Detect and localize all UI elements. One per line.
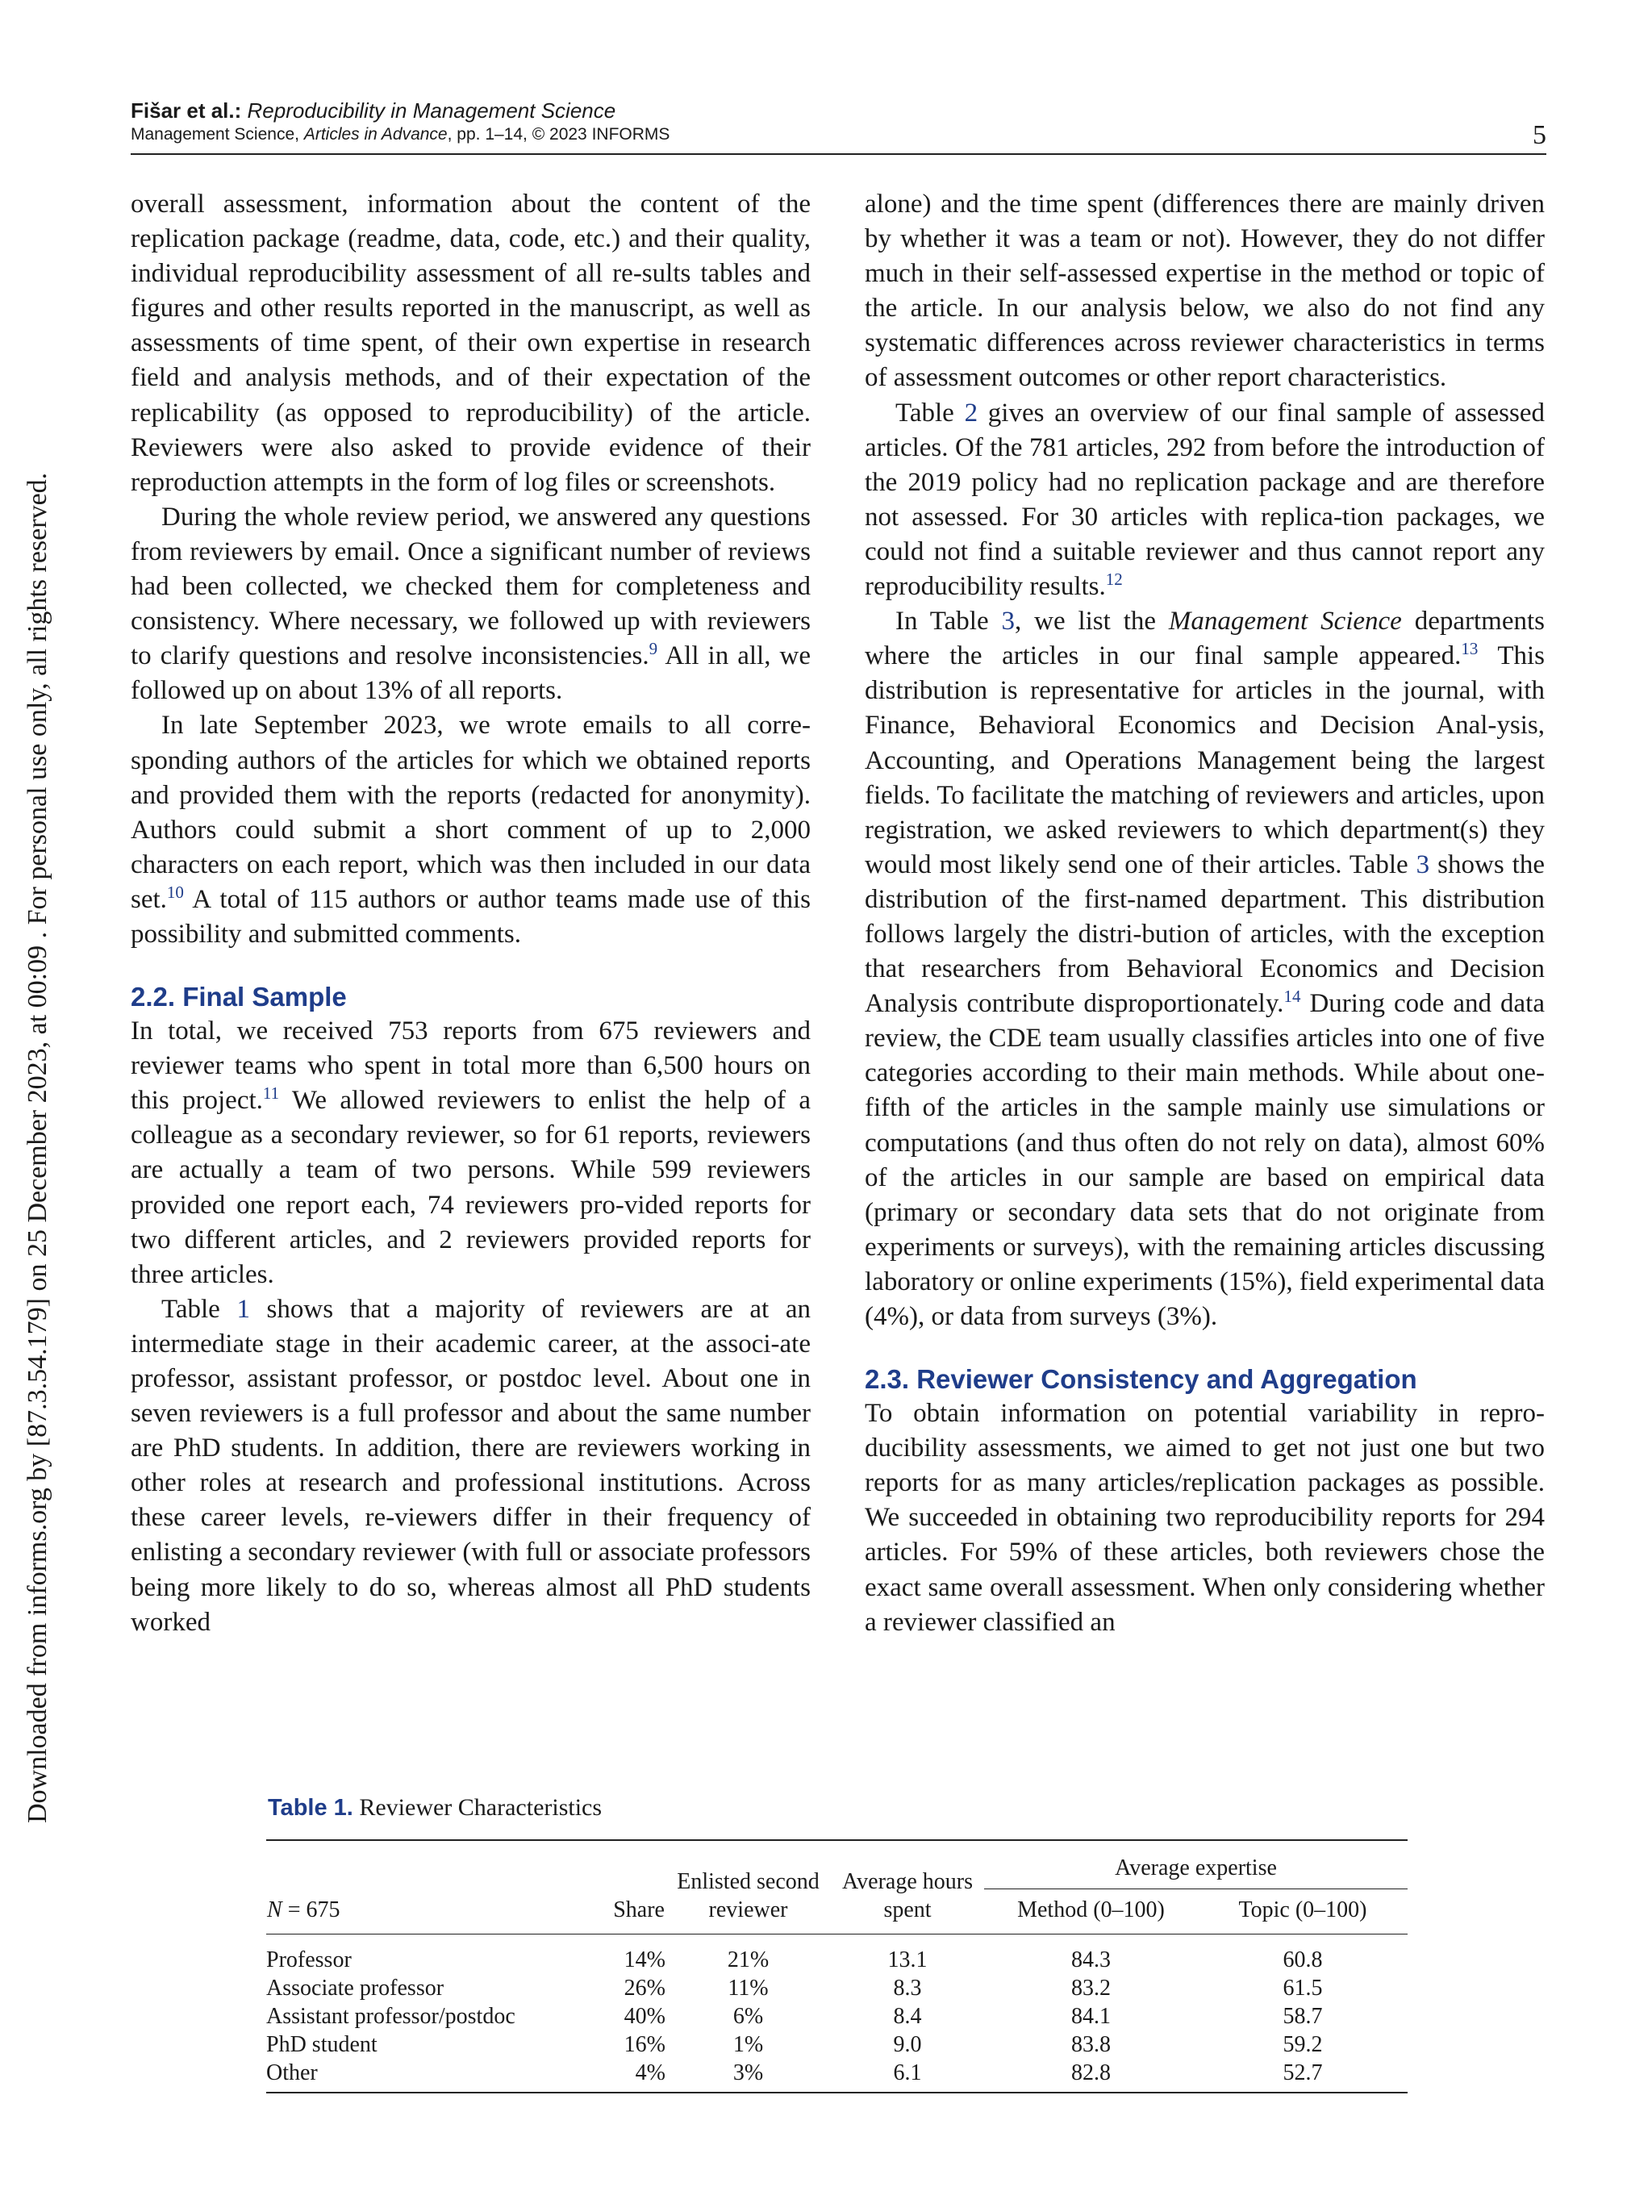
table-ref-link[interactable]: 2 <box>964 398 978 428</box>
cell-enlisted: 6% <box>732 2004 764 2029</box>
left-column <box>131 187 811 1640</box>
paragraph <box>865 396 1545 605</box>
paragraph-text: To obtain information on potential variability in repro-ducibility assessments, we aimed to get not just one but two reports for as many articles/replication packages as possible. We succeeded in obtaining two reproducibility reports for 294 articles. For 59% of these articles, both reviewers chose the exact same overall assessment. When only considering whether a reviewer classified an <box>865 1399 1545 1637</box>
cell-share: 40% <box>624 2004 665 2029</box>
paragraph <box>131 708 811 952</box>
cell-share: 4% <box>585 2059 665 2093</box>
paragraph <box>131 500 811 709</box>
paragraph-text: We allowed reviewers to enlist the help of a colleague as a secondary reviewer, so for 61 reports, reviewers are actually a team of two persons. While 599 reviewers provided one report each, 74 reviewers pro-vided reports for two different articles, and 2 reviewers provided reports for three articles. <box>131 1086 811 1289</box>
paragraph-text: During the whole review period, we answered any questions from reviewers by email. Once a significant number of reviews had been collected, we checked them for completeness and consistency. Where necessary, we followed up with reviewers to clarify questions and resolve inconsistencies. <box>131 502 811 671</box>
cell-method: 83.2 <box>1071 1976 1111 2001</box>
cell-method: 84.1 <box>1071 2004 1111 2029</box>
cell-enlisted: 3% <box>665 2059 831 2093</box>
cell-group: PhD student <box>266 2032 378 2057</box>
col-header-topic: Topic (0–100) <box>1198 1889 1408 1934</box>
n-value: = 675 <box>282 1897 340 1922</box>
paragraph <box>865 187 1545 396</box>
header-journal-series: Articles in Advance <box>303 125 448 144</box>
paragraph-text: In late September 2023, we wrote emails to all corre-sponding authors of the articles for which we obtained reports and provided them with the reports (redacted for anonymity). Authors could submit a short comment of up to 2,000 characters on each report, which was then included in our data set. <box>131 711 811 914</box>
header-line-1 <box>131 98 1546 123</box>
table-ref-link[interactable]: 1 <box>236 1294 250 1324</box>
cell-topic: 58.7 <box>1283 2004 1323 2029</box>
footnote-ref[interactable]: 13 <box>1461 639 1479 659</box>
paragraph-text: This distribution is representative for articles in the journal, with Finance, Behavioral Economics and Decision Anal-ysis, Accounting, and Operations Management being the largest fields. To facilitate the matching of reviewers and articles, upon registration, we asked reviewers to which department(s) they would most likely send one of their articles. Table <box>865 641 1545 879</box>
cell-share: 16% <box>624 2032 665 2057</box>
journal-name: Management Science <box>1168 607 1402 636</box>
paragraph-text: All in all, we followed up on about 13% of all reports. <box>131 641 811 706</box>
paragraph-text: alone) and the time spent (differences there are mainly driven by whether it was a team or not). However, they do not differ much in their self-assessed expertise in the method or topic of the article. In our analysis below, we also do not find any systematic differences across reviewer characteristics in terms of assessment outcomes or other report characteristics. <box>865 190 1545 393</box>
cell-topic: 61.5 <box>1283 1976 1323 2001</box>
running-header <box>131 98 1546 150</box>
cell-topic: 59.2 <box>1283 2032 1323 2057</box>
col-header-enlisted: Enlisted second reviewer <box>665 1840 831 1934</box>
table-ref-link[interactable]: 3 <box>1416 849 1430 879</box>
table-caption <box>268 1794 602 1822</box>
col-header-method: Method (0–100) <box>984 1889 1198 1934</box>
cell-hours: 6.1 <box>831 2059 984 2093</box>
cell-hours: 8.3 <box>893 1976 922 2001</box>
cell-hours: 8.4 <box>893 2004 922 2029</box>
paragraph-text: departments where the articles in our final sample appeared. <box>865 607 1545 671</box>
n-header <box>266 1840 585 1934</box>
header-line-2 <box>131 123 1546 146</box>
cell-hours: 13.1 <box>887 1947 928 1972</box>
cell-enlisted: 11% <box>728 1976 769 2001</box>
paragraph-text: gives an overview of our final sample of assessed articles. Of the 781 articles, 292 from before the introduction of the 2019 policy had no replication package and are therefore not assessed. For 30 articles with replica-tion packages, we could not find a suitable reviewer and thus cannot report any reproducibility results. <box>865 398 1545 602</box>
col-header-share: Share <box>585 1840 665 1934</box>
header-title: Reproducibility in Management Science <box>247 98 616 123</box>
cell-method: 84.3 <box>1071 1947 1111 1972</box>
section-heading: 2.3. Reviewer Consistency and Aggregation <box>865 1364 1417 1395</box>
paragraph-text: A total of 115 authors or author teams made use of this possibility and submitted comments. <box>131 884 811 949</box>
reviewer-characteristics-table <box>266 1839 1408 2093</box>
table-ref-link[interactable]: 3 <box>1001 607 1015 636</box>
footnote-ref[interactable]: 11 <box>262 1083 280 1104</box>
header-journal-pages: , pp. 1–14, © 2023 INFORMS <box>447 125 670 144</box>
paragraph-text: overall assessment, information about the content of the replication package (readme, data, code, etc.) and their quality, individual reproducibility assessment of all re-sults tables and figures and other results reported in the manuscript, as well as assessments of time spent, of their own expertise in research field and analysis methods, and of their expectation of the replicability (as opposed to reproducibility) of the article. Reviewers were also asked to provide evidence of their reproduction attempts in the form of log files or screenshots. <box>131 190 811 497</box>
paragraph <box>131 187 811 500</box>
col-header-hours: Average hours spent <box>831 1840 984 1934</box>
paragraph-text: shows that a majority of reviewers are at an intermediate stage in their academic career, at the associ-ate professor, assistant professor, or postdoc level. About one in seven reviewers is a full professor and about the same number are PhD students. In addition, there are reviewers working in other roles at research and professional institutions. Across these career levels, re-viewers differ in their frequency of enlisting a secondary reviewer (with full or associate professors being more likely to do so, whereas almost all PhD students worked <box>131 1294 811 1637</box>
paragraph <box>131 1014 811 1292</box>
cell-group: Assistant professor/postdoc <box>266 2004 515 2029</box>
table-row <box>266 1974 1408 2002</box>
paragraph-text: Table <box>161 1294 237 1324</box>
header-authors: Fišar et al.: <box>131 98 242 123</box>
cell-share: 14% <box>624 1947 665 1972</box>
paragraph-text: shows the distribution of the first-named department. This distribution follows largely the distri-bution of articles, with the exception that researchers from Behavioral Economics and Decision Analysis contribute disproportionately. <box>865 849 1545 1019</box>
table-row <box>266 1934 1408 1975</box>
paragraph-text: , we list the <box>1014 607 1169 636</box>
cell-group: Associate professor <box>266 1976 444 2001</box>
table-row <box>266 2030 1408 2059</box>
paragraph <box>131 1292 811 1640</box>
paragraph-text: In total, we received 753 reports from 675 reviewers and reviewer teams who spent in total more than 6,500 hours on this project. <box>131 1016 811 1116</box>
table-label: Table 1. <box>268 1795 353 1821</box>
download-notice-text: Downloaded from informs.org by [87.3.54.179] on 25 December 2023, at 00:09 . For personal use only, all rights reserved. <box>23 472 52 1823</box>
cell-enlisted: 21% <box>727 1947 770 1972</box>
footnote-ref[interactable]: 10 <box>166 882 184 902</box>
paragraph-text: Table <box>895 398 965 428</box>
header-journal: Management Science, <box>131 125 299 144</box>
cell-topic: 60.8 <box>1283 1947 1323 1972</box>
col-header-expertise: Average expertise <box>984 1840 1408 1889</box>
footnote-ref[interactable]: 14 <box>1283 987 1301 1007</box>
paragraph <box>865 1396 1545 1640</box>
download-notice <box>0 0 52 2212</box>
cell-method: 82.8 <box>984 2059 1198 2093</box>
cell-enlisted: 1% <box>732 2032 764 2057</box>
table-row <box>266 2002 1408 2030</box>
paragraph <box>865 604 1545 1334</box>
cell-topic: 52.7 <box>1198 2059 1408 2093</box>
header-rule <box>131 153 1546 155</box>
cell-group: Other <box>266 2059 585 2093</box>
cell-method: 83.8 <box>1071 2032 1111 2057</box>
paragraph-text: In Table <box>895 607 1002 636</box>
cell-group: Professor <box>266 1947 352 1972</box>
section-heading: 2.2. Final Sample <box>131 982 347 1012</box>
n-symbol: N <box>267 1897 282 1922</box>
table-title: Reviewer Characteristics <box>359 1794 603 1821</box>
table-row <box>266 2059 1408 2093</box>
page-number: 5 <box>1533 120 1546 150</box>
paragraph-text: During code and data review, the CDE team usually classifies articles into one of five categories according to their main methods. While about one-fifth of the articles in the sample mainly use simulations or computations (and thus often do not rely on data), almost 60% of the articles in our sample are based on empirical data (primary or secondary data sets that do not originate from experiments or surveys), with the remaining articles discussing laboratory or online experiments (15%), field experimental data (4%), or data from surveys (3%). <box>865 989 1546 1331</box>
cell-hours: 9.0 <box>893 2032 922 2057</box>
footnote-ref[interactable]: 12 <box>1105 570 1123 590</box>
cell-share: 26% <box>624 1976 665 2001</box>
footnote-ref[interactable]: 9 <box>649 639 658 659</box>
right-column <box>865 187 1545 1640</box>
